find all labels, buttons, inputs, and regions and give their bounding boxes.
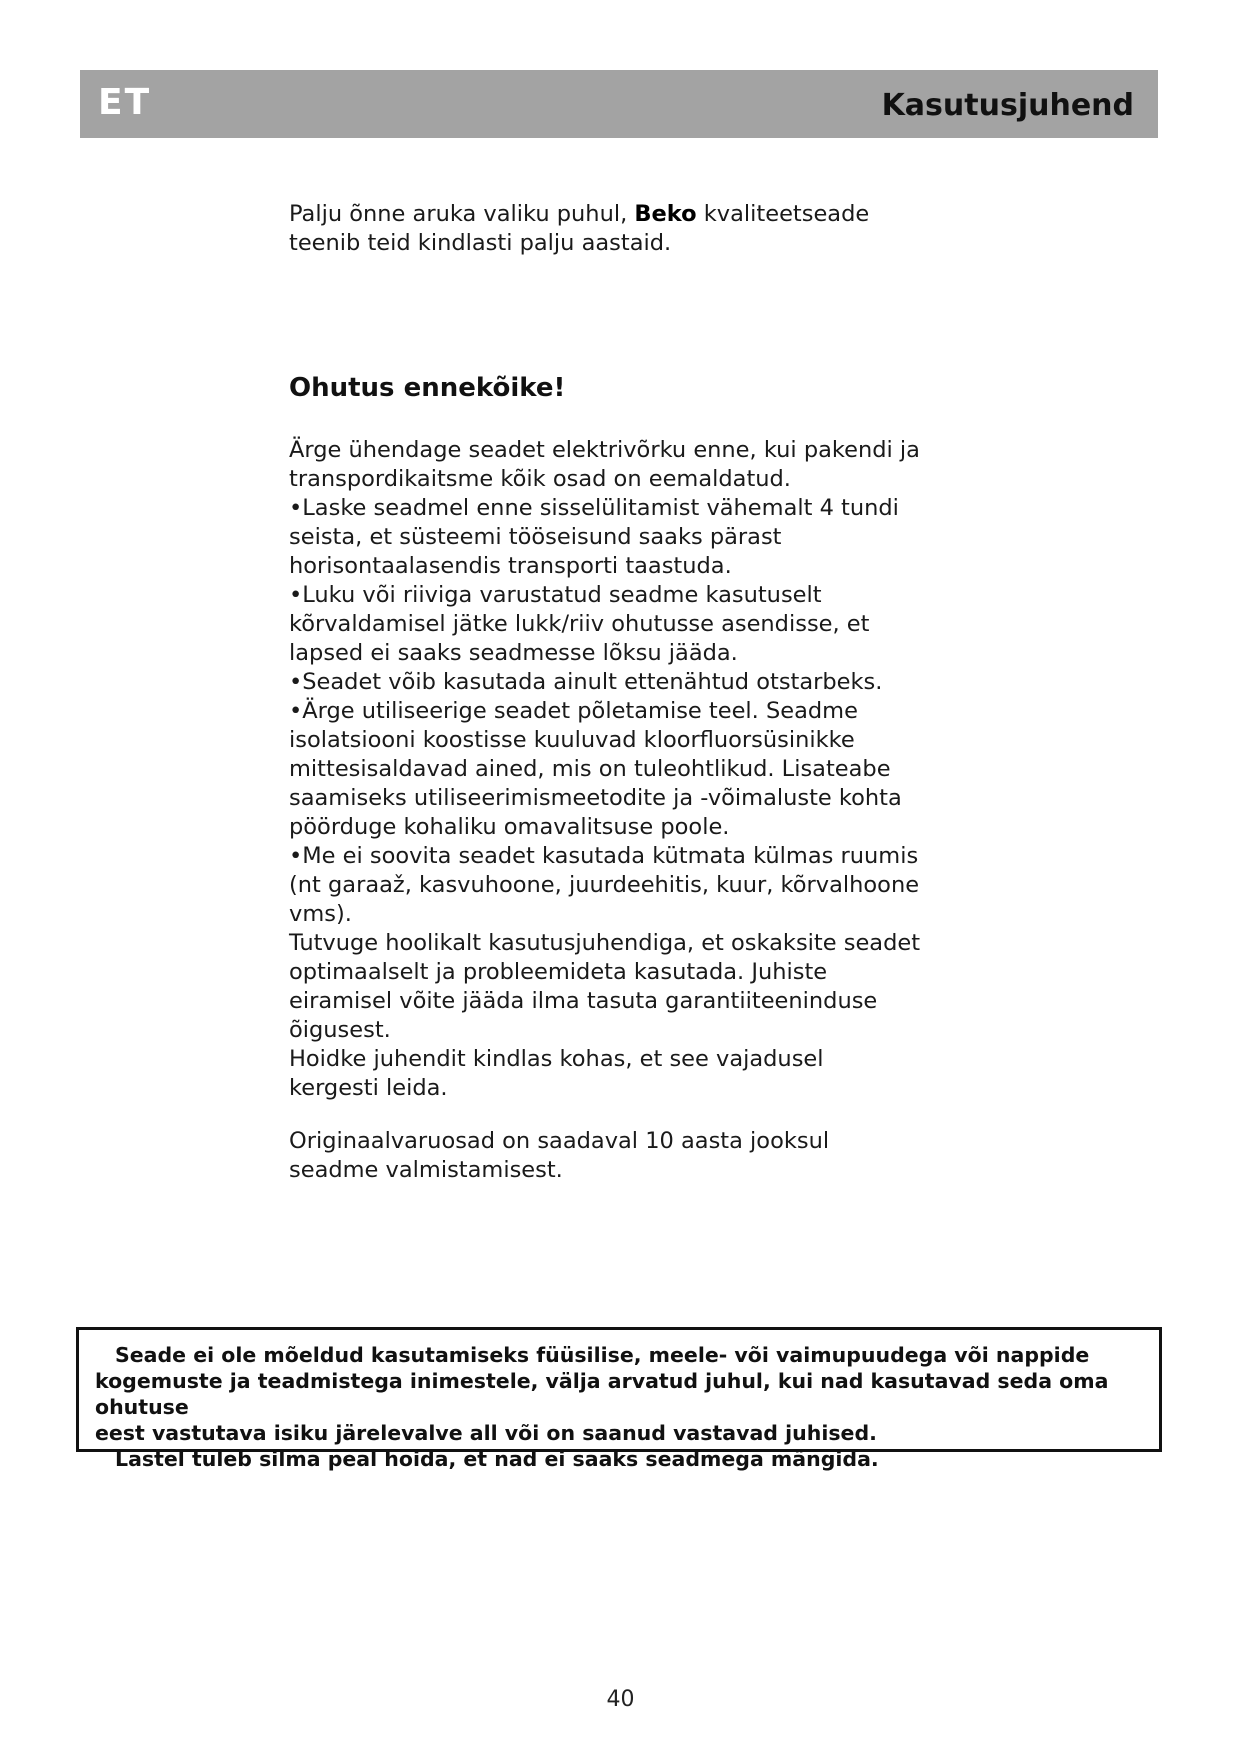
safety-line: transpordikaitsme kõik osad on eemaldatud. bbox=[289, 466, 791, 492]
safety-line: •Seadet võib kasutada ainult ettenähtud otstarbeks. bbox=[289, 669, 883, 695]
safety-line: •Ärge utiliseerige seadet põletamise teel. Seadme bbox=[289, 698, 858, 724]
safety-line: kõrvaldamisel jätke lukk/riiv ohutusse asendisse, et bbox=[289, 611, 870, 637]
safety-line: •Luku või riiviga varustatud seadme kasutuselt bbox=[289, 582, 822, 608]
section-heading: Ohutus ennekõike! bbox=[289, 373, 566, 403]
safety-line: Ärge ühendage seadet elektrivõrku enne, kui pakendi ja bbox=[289, 437, 920, 463]
warning-line-3: eest vastutava isiku järelevalve all või on saanud vastavad juhised. bbox=[95, 1421, 877, 1445]
document-title: Kasutusjuhend bbox=[881, 88, 1134, 123]
safety-line: Hoidke juhendit kindlas kohas, et see vajadusel bbox=[289, 1046, 824, 1072]
safety-line: eiramisel võite jääda ilma tasuta garantiiteeninduse bbox=[289, 988, 878, 1014]
brand-name: Beko bbox=[634, 201, 697, 227]
safety-line: (nt garaaž, kasvuhoone, juurdeehitis, kuur, kõrvalhoone bbox=[289, 872, 920, 898]
warning-line-4: Lastel tuleb silma peal hoida, et nad ei saaks seadmega mängida. bbox=[115, 1447, 879, 1471]
safety-line: •Laske seadmel enne sisselülitamist vähemalt 4 tundi bbox=[289, 495, 899, 521]
warning-box bbox=[76, 1327, 1162, 1471]
intro-text-end: kvaliteetseade bbox=[696, 201, 870, 227]
safety-line: optimaalselt ja probleemideta kasutada. Juhiste bbox=[289, 959, 828, 985]
safety-line: saamiseks utiliseerimismeetodite ja -võimaluste kohta bbox=[289, 785, 902, 811]
safety-line: õigusest. bbox=[289, 1017, 391, 1043]
safety-line: kergesti leida. bbox=[289, 1075, 448, 1101]
spare-parts-note bbox=[289, 1127, 929, 1185]
safety-line: mittesisaldavad ained, mis on tuleohtlikud. Lisateabe bbox=[289, 756, 891, 782]
safety-line: •Me ei soovita seadet kasutada kütmata külmas ruumis bbox=[289, 843, 919, 869]
intro-line-1 bbox=[289, 200, 929, 229]
header-bar bbox=[80, 70, 1158, 138]
warning-line-2: kogemuste ja teadmistega inimestele, välja arvatud juhul, kui nad kasutavad seda oma ohutuse bbox=[95, 1369, 1109, 1419]
safety-line: Tutvuge hoolikalt kasutusjuhendiga, et oskaksite seadet bbox=[289, 930, 921, 956]
safety-text bbox=[289, 436, 929, 1103]
safety-line: seista, et süsteemi tööseisund saaks pärast bbox=[289, 524, 782, 550]
safety-line: pöörduge kohaliku omavalitsuse poole. bbox=[289, 814, 730, 840]
safety-line: horisontaalasendis transporti taastuda. bbox=[289, 553, 732, 579]
spare-parts-line-2: seadme valmistamisest. bbox=[289, 1157, 563, 1183]
intro-line-2: teenib teid kindlasti palju aastaid. bbox=[289, 230, 672, 256]
warning-line-1: Seade ei ole mõeldud kasutamiseks füüsilise, meele- või vaimupuudega või nappide bbox=[115, 1343, 1090, 1367]
safety-line: lapsed ei saaks seadmesse lõksu jääda. bbox=[289, 640, 738, 666]
safety-line: isolatsiooni koostisse kuuluvad kloorfluorsüsinikke bbox=[289, 727, 855, 753]
spare-parts-line-1: Originaalvaruosad on saadaval 10 aasta jooksul bbox=[289, 1128, 830, 1154]
page-number: 40 bbox=[606, 1687, 635, 1712]
safety-line: vms). bbox=[289, 901, 352, 927]
intro-text-start: Palju õnne aruka valiku puhul, bbox=[289, 201, 635, 227]
intro-paragraph bbox=[289, 200, 929, 258]
language-code: ET bbox=[98, 82, 152, 123]
